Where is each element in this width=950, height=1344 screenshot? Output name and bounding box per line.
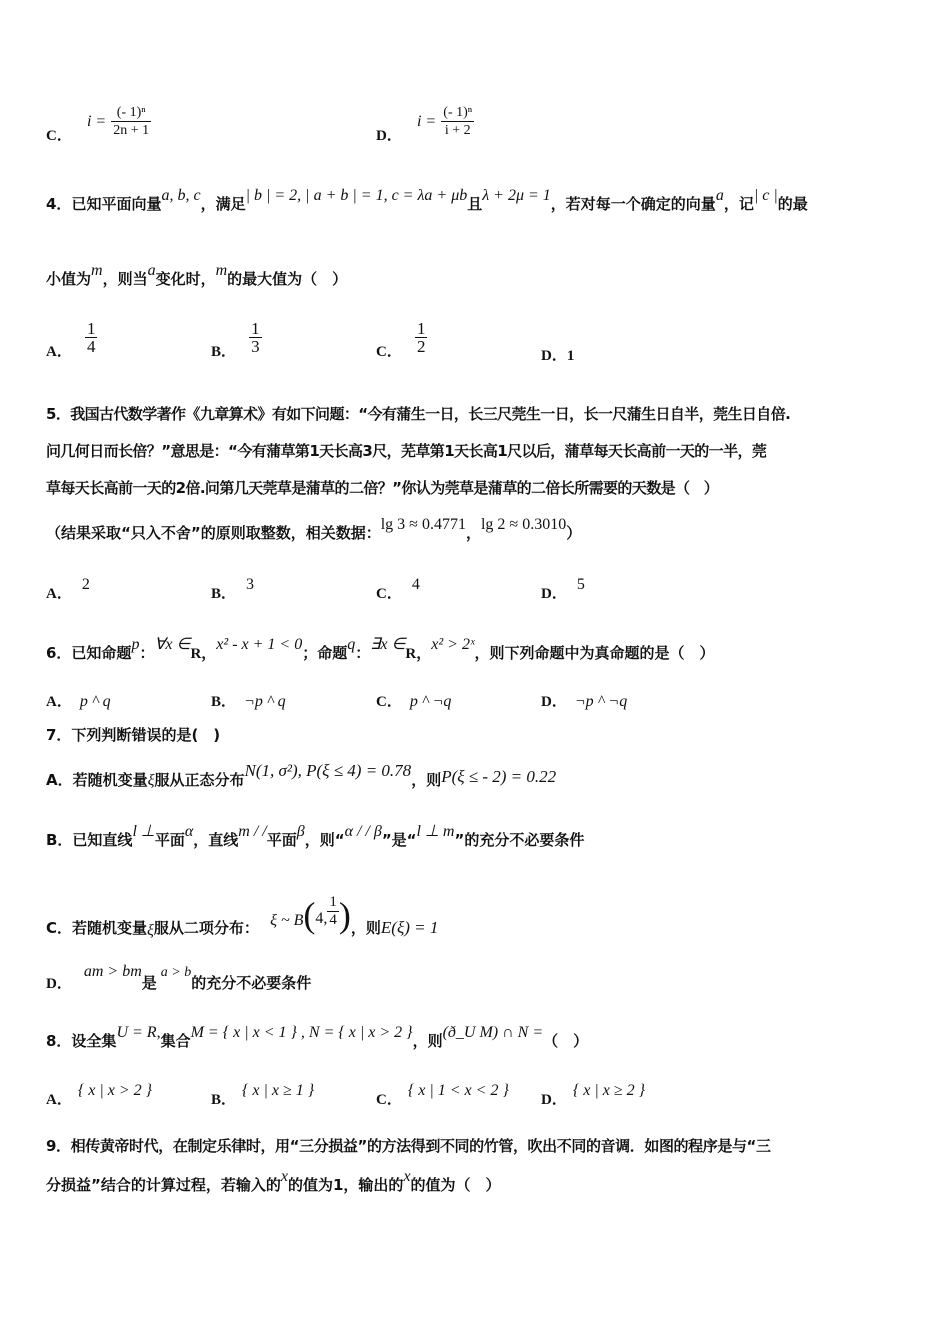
q5-option-c-label: C． xyxy=(376,586,402,602)
q4-option-b-denominator: 3 xyxy=(251,337,260,356)
q7-normal-dist: N(1, σ²), P(ξ ≤ 4) = 0.78 xyxy=(244,761,412,780)
q6-option-d-label: D． xyxy=(541,694,567,710)
q5-stem xyxy=(46,396,906,507)
q7-xi: ξ xyxy=(147,922,154,939)
q5-option-d-label: D． xyxy=(541,586,567,602)
q7-text: 服从二项分布： xyxy=(153,919,259,937)
q4-text: ，则当 xyxy=(102,270,148,288)
q6-option-d xyxy=(541,690,627,711)
q8-stem xyxy=(46,1024,589,1051)
q8-option-d-label: D． xyxy=(541,1092,567,1108)
q7-option-b xyxy=(46,823,585,850)
q6-option-c-value: p ^ ¬q xyxy=(409,693,452,710)
q4-option-a-label: A． xyxy=(46,344,72,360)
q4-abs-c: | c | xyxy=(753,187,778,204)
q7-line-l: l ⊥ xyxy=(132,823,155,840)
q7-text: ”的充分不必要条件 xyxy=(454,831,585,849)
q7-text: ，则“ xyxy=(304,831,345,849)
q4-condition2: λ + 2μ = 1 xyxy=(482,187,551,204)
q5-option-b-label: B． xyxy=(211,586,237,602)
q5-line1: 5．我国古代数学著作《九章算术》有如下问题：“今有蒲生一日，长三尺莞生一日，长一尺蒲生日自半，莞生日自倍. xyxy=(46,405,791,423)
q4-option-d-value: 1 xyxy=(566,348,575,364)
q7-text: A．若随机变量 xyxy=(46,771,148,789)
q8-option-d-value: { x | x ≥ 2 } xyxy=(572,1082,646,1099)
q6-inequality1: x² - x + 1 < 0 xyxy=(216,636,303,653)
q7-option-d xyxy=(46,963,312,993)
q3-option-d-lhs: i = xyxy=(416,113,437,130)
q4-option-c-numerator: 1 xyxy=(416,319,426,338)
q4-option-c-label: C． xyxy=(376,344,402,360)
q8-text: 8．设全集 xyxy=(46,1032,117,1050)
q6-option-c-label: C． xyxy=(376,694,402,710)
q3-option-d-fraction xyxy=(441,104,474,139)
q5-option-c xyxy=(376,576,420,603)
q8-option-b-label: B． xyxy=(211,1092,237,1108)
q7-text: 平面 xyxy=(266,831,297,849)
q5-line2: 问几何日而长倍？”意思是：“今有蒲草第1天长高3尺，芜草第1天长高1尺以后，蒲草每天长高前一天的一半，莞 xyxy=(46,442,767,460)
q6-option-c xyxy=(376,690,451,711)
q8-text: ，则 xyxy=(412,1032,443,1050)
q6-option-d-value: ¬p ^ ¬q xyxy=(574,693,628,710)
q5-text: ） xyxy=(566,524,582,542)
q7-title xyxy=(46,724,220,745)
q6-R: R， xyxy=(405,646,432,662)
q7-binomial: ξ ~ B xyxy=(270,912,304,929)
q4-stem-line2 xyxy=(46,262,348,289)
q7-text: ”是“ xyxy=(381,831,417,849)
q4-option-a-denominator: 4 xyxy=(86,337,96,356)
q4-var-a: a xyxy=(147,262,156,279)
q4-vars: a, b, c xyxy=(161,187,201,204)
q4-text: 且 xyxy=(467,195,483,213)
q7-text: C．若随机变量 xyxy=(46,919,148,937)
q7-right-paren: ) xyxy=(338,895,351,935)
q4-text: ，满足 xyxy=(200,195,246,213)
q7-binomial-n: 4, xyxy=(315,910,328,927)
q3-option-d-numerator: (- 1)ⁿ xyxy=(443,105,473,120)
q5-text: （结果采取“只入不舍”的原则取整数，相关数据： xyxy=(46,524,381,542)
q6-option-b-value: ¬p ^ q xyxy=(244,693,286,710)
q4-option-c xyxy=(376,319,427,360)
q7-option-d-label: D． xyxy=(46,976,72,992)
q7-cond2: l ⊥ m xyxy=(416,823,455,840)
q5-option-a-label: A． xyxy=(46,586,72,602)
q4-stem-line1 xyxy=(46,187,808,214)
q4-option-a xyxy=(46,319,97,360)
q8-option-c xyxy=(376,1082,509,1109)
q4-text: 小值为 xyxy=(46,270,92,288)
q3-option-c-denominator: 2n + 1 xyxy=(113,123,150,138)
q9-var-x: x xyxy=(403,1168,411,1185)
q8-text: 集合 xyxy=(160,1032,191,1050)
q4-option-b-numerator: 1 xyxy=(251,319,260,338)
q8-sets: M = { x | x < 1 } , N = { x | x > 2 } xyxy=(190,1024,413,1041)
q8-option-a-label: A． xyxy=(46,1092,72,1108)
q9-line1: 9．相传黄帝时代，在制定乐律时，用“三分损益”的方法得到不同的竹管，吹出不同的音调．如图的程序是与“三 xyxy=(46,1137,771,1155)
q5-option-a xyxy=(46,576,90,603)
q6-var-p: p xyxy=(131,636,140,653)
q4-text: ，记 xyxy=(723,195,754,213)
q4-option-a-numerator: 1 xyxy=(86,319,96,338)
q6-R: R， xyxy=(190,646,217,662)
q4-option-c-denominator: 2 xyxy=(416,337,426,356)
q5-data-line xyxy=(46,516,582,543)
q6-option-b xyxy=(211,690,286,711)
q7-text: 是 xyxy=(141,974,157,992)
q7-left-paren: ( xyxy=(303,895,316,935)
q7-text: 服从正态分布 xyxy=(154,771,245,789)
q4-text: 变化时， xyxy=(155,270,216,288)
q5-sep: ， xyxy=(465,524,481,542)
q7-title-text: 7．下列判断错误的是( ) xyxy=(46,726,221,744)
q6-exists: ∃x ∈ xyxy=(370,636,406,653)
q6-option-a-value: p ^ q xyxy=(79,693,111,710)
q4-number: 4． xyxy=(46,195,72,213)
q7-option-a xyxy=(46,761,557,790)
q8-universe: U = R, xyxy=(116,1024,161,1041)
q6-option-b-label: B． xyxy=(211,694,237,710)
q7-cond1: α / / β xyxy=(344,823,382,840)
q7-option-c xyxy=(46,880,439,939)
q7-text: ，则 xyxy=(411,771,442,789)
q5-lg2: lg 2 ≈ 0.3010 xyxy=(480,516,567,533)
q6-stem xyxy=(46,636,715,663)
q8-option-c-value: { x | 1 < x < 2 } xyxy=(407,1082,509,1099)
q6-inequality2: x² > 2ˣ xyxy=(431,636,475,653)
q8-option-a xyxy=(46,1082,153,1109)
q7-text: B．已知直线 xyxy=(46,831,133,849)
q9-stem xyxy=(46,1128,906,1165)
q4-var-m: m xyxy=(91,262,103,279)
q4-text: ，若对每一个确定的向量 xyxy=(550,195,716,213)
q3-option-d-denominator: i + 2 xyxy=(444,123,471,138)
q6-text: 6．已知命题 xyxy=(46,644,132,662)
q8-option-a-value: { x | x > 2 } xyxy=(77,1082,153,1099)
q6-forall: ∀x ∈ xyxy=(154,636,191,653)
q8-expression: (ð_U M) ∩ N = xyxy=(442,1024,544,1041)
q4-option-b xyxy=(211,319,262,360)
q3-option-c-fraction xyxy=(111,104,151,139)
q6-text: ： xyxy=(139,644,155,662)
q4-var-m: m xyxy=(215,262,228,279)
q7-d-math2: a > b xyxy=(160,965,192,980)
q7-text: ，则 xyxy=(350,919,381,937)
q6-option-a xyxy=(46,690,111,711)
q9-text: 分损益”结合的计算过程，若输入的 xyxy=(46,1176,281,1194)
q7-alpha: α xyxy=(184,823,194,840)
q8-option-b-value: { x | x ≥ 1 } xyxy=(242,1082,315,1099)
q5-line3: 草每天长高前一天的2倍.问第几天莞草是蒲草的二倍？”你认为莞草是蒲草的二倍长所需要的天数是（ ） xyxy=(46,479,719,497)
q3-option-c-lhs: i = xyxy=(86,113,107,130)
q4-text: 已知平面向量 xyxy=(71,195,162,213)
q3-option-c-numerator: (- 1)ⁿ xyxy=(111,104,151,122)
q7-line-m: m / / xyxy=(238,823,267,840)
q7-d-math: am > bm xyxy=(83,963,142,980)
q7-beta: β xyxy=(296,823,305,840)
q3-option-d-label: D． xyxy=(376,128,402,144)
q4-condition: | b | = 2, | a + b | = 1, c = λa + μb xyxy=(245,187,468,204)
q9-text: 的值为1，输出的 xyxy=(287,1176,404,1194)
q6-text: ，则下列命题中为真命题的是（ ） xyxy=(474,644,715,662)
q4-option-d-label: D． xyxy=(541,348,567,364)
q5-option-b-value: 3 xyxy=(246,576,255,593)
q4-option-b-label: B． xyxy=(211,344,237,360)
q3-option-d xyxy=(376,104,474,144)
q7-xi: ξ xyxy=(147,772,155,789)
q7-text: 平面 xyxy=(154,831,185,849)
q4-option-b-fraction xyxy=(249,320,262,355)
q4-var-a: a xyxy=(715,187,724,204)
q8-option-d xyxy=(541,1082,646,1109)
q4-option-d xyxy=(541,344,574,365)
q6-text: ；命题 xyxy=(302,644,348,662)
q6-text: ： xyxy=(355,644,371,662)
q8-option-b xyxy=(211,1082,315,1109)
q6-option-a-label: A． xyxy=(46,694,72,710)
q3-option-c xyxy=(46,104,151,144)
q4-option-a-fraction xyxy=(85,320,98,355)
q7-expectation: E(ξ) = 1 xyxy=(380,918,439,937)
q7-binomial-p-num: 1 xyxy=(329,893,337,910)
q3-option-c-label: C． xyxy=(46,128,72,144)
q8-text: （ ） xyxy=(543,1032,589,1050)
q5-option-c-value: 4 xyxy=(411,576,420,593)
q9-line2 xyxy=(46,1168,501,1195)
q9-text: 的值为（ ） xyxy=(410,1176,501,1194)
q6-var-q: q xyxy=(347,636,356,653)
q4-text: 的最大值为（ ） xyxy=(227,270,348,288)
q5-lg3: lg 3 ≈ 0.4771 xyxy=(380,516,466,533)
q7-text: ，直线 xyxy=(193,831,239,849)
q7-binomial-p xyxy=(327,894,339,929)
q7-binomial-p-den: 4 xyxy=(329,911,337,928)
q4-text: 的最 xyxy=(777,195,808,213)
q5-option-d xyxy=(541,576,585,603)
q7-prob: P(ξ ≤ - 2) = 0.22 xyxy=(441,767,557,786)
q9-var-x: x xyxy=(280,1168,288,1185)
q8-option-c-label: C． xyxy=(376,1092,402,1108)
q4-option-c-fraction xyxy=(415,320,428,355)
q5-option-d-value: 5 xyxy=(576,576,585,593)
q5-option-b xyxy=(211,576,255,603)
q5-option-a-value: 2 xyxy=(81,576,90,593)
q7-text: 的充分不必要条件 xyxy=(191,974,312,992)
